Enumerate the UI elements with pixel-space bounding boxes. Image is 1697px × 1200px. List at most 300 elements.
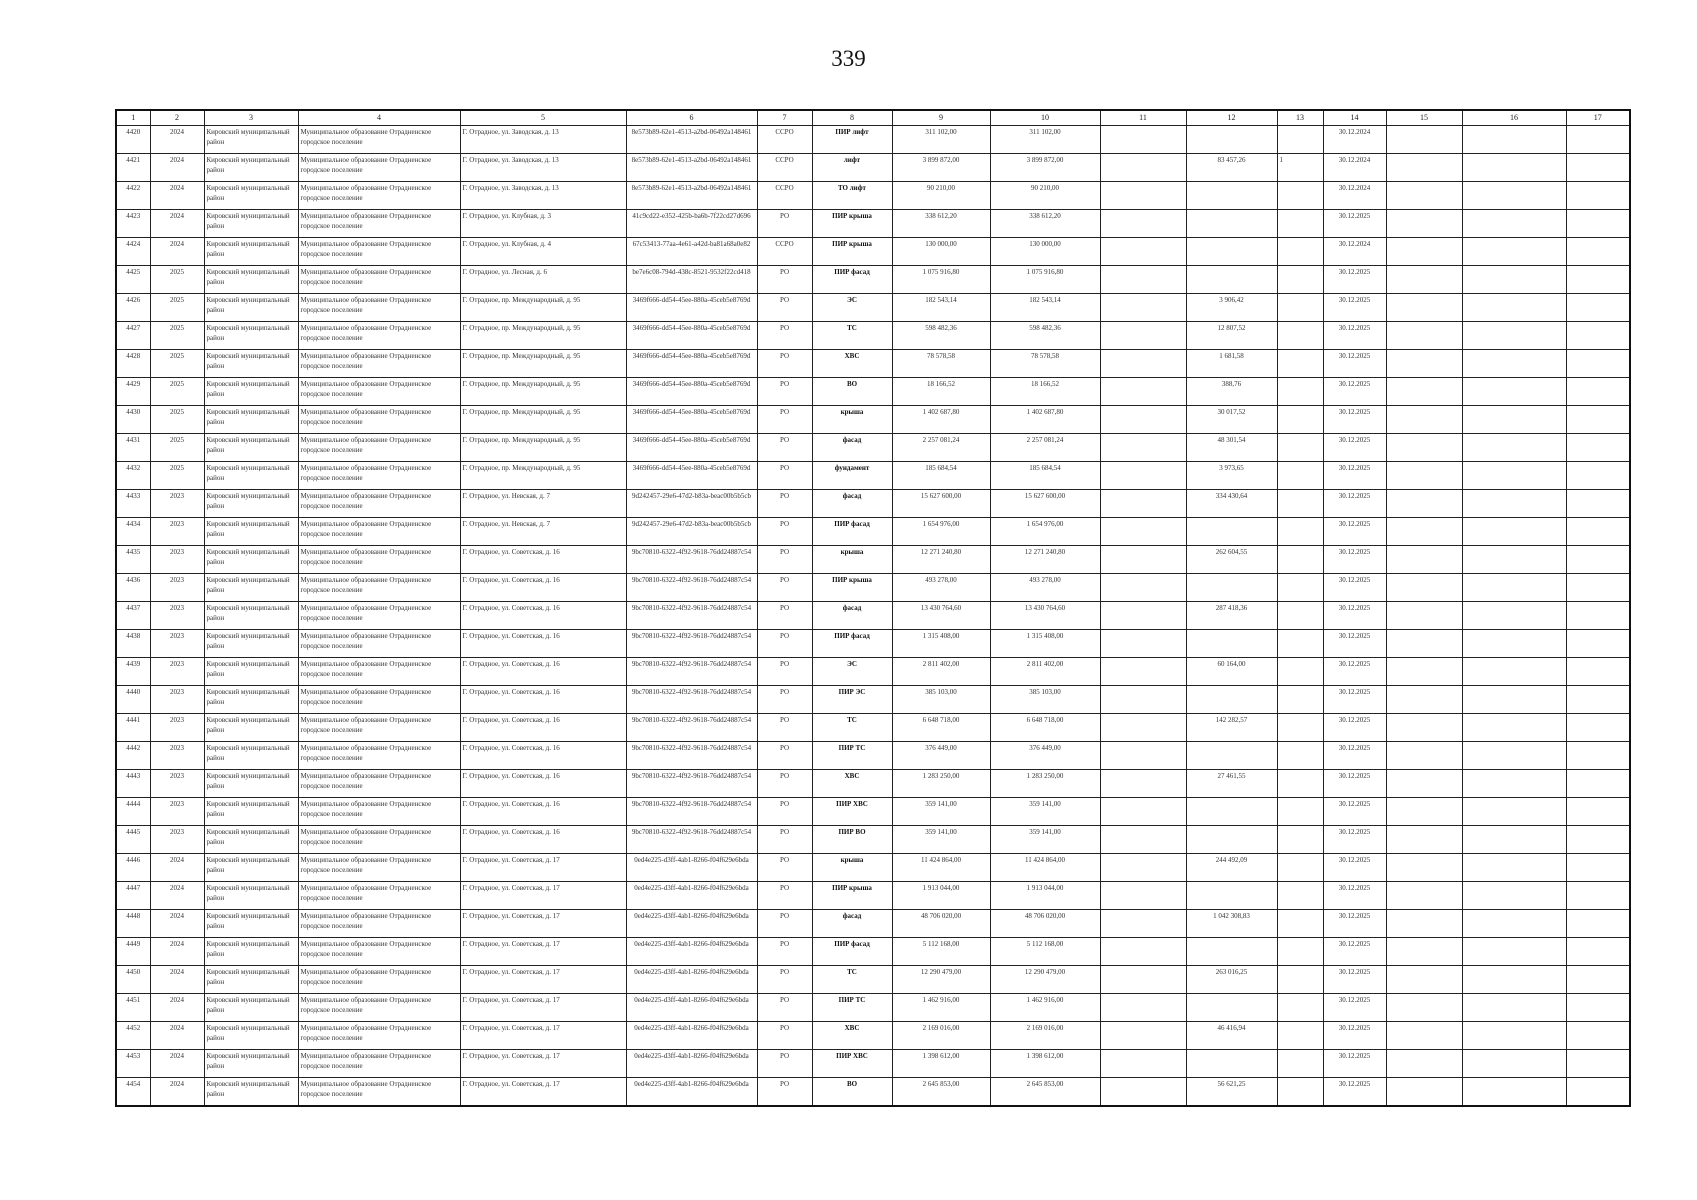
cell-col-11 (1100, 854, 1186, 882)
cell-total-cost: 11 424 864,00 (892, 854, 990, 882)
cell-municipality: Муниципальное образование Отрадненское городское поселение (298, 462, 460, 490)
cell-row-number: 4440 (116, 686, 150, 714)
cell-col-12: 388,76 (1186, 378, 1277, 406)
cell-row-number: 4429 (116, 378, 150, 406)
cell-row-number: 4445 (116, 826, 150, 854)
cell-program-type: РО (757, 322, 812, 350)
cell-completion-date: 30.12.2025 (1323, 826, 1386, 854)
cell-district: Кировский муниципальный район (204, 826, 298, 854)
cell-col-12: 1 681,58 (1186, 350, 1277, 378)
cell-col-16 (1462, 1022, 1566, 1050)
table-row (116, 770, 1630, 798)
cell-year: 2023 (150, 770, 204, 798)
cell-col-17 (1566, 770, 1630, 798)
cell-col-16 (1462, 1078, 1566, 1107)
cell-col-15 (1386, 1022, 1462, 1050)
cell-col-13 (1277, 798, 1323, 826)
cell-col-13 (1277, 406, 1323, 434)
table-row (116, 1078, 1630, 1107)
cell-completion-date: 30.12.2024 (1323, 126, 1386, 154)
cell-col-13 (1277, 546, 1323, 574)
cell-cost-fund: 12 271 240,80 (990, 546, 1100, 574)
cell-col-15 (1386, 882, 1462, 910)
cell-col-11 (1100, 406, 1186, 434)
column-header-8: 8 (812, 110, 892, 126)
cell-program-type: РО (757, 630, 812, 658)
cell-col-12 (1186, 994, 1277, 1022)
cell-col-17 (1566, 742, 1630, 770)
cell-program-type: ССРО (757, 126, 812, 154)
cell-program-type: РО (757, 546, 812, 574)
cell-col-16 (1462, 1050, 1566, 1078)
cell-district: Кировский муниципальный район (204, 742, 298, 770)
cell-row-number: 4423 (116, 210, 150, 238)
cell-year: 2025 (150, 322, 204, 350)
cell-col-15 (1386, 742, 1462, 770)
cell-year: 2023 (150, 714, 204, 742)
cell-col-13 (1277, 882, 1323, 910)
cell-cost-fund: 182 543,14 (990, 294, 1100, 322)
cell-col-16 (1462, 322, 1566, 350)
cell-col-12 (1186, 742, 1277, 770)
column-header-14: 14 (1323, 110, 1386, 126)
cell-district: Кировский муниципальный район (204, 966, 298, 994)
cell-col-13 (1277, 630, 1323, 658)
cell-col-11 (1100, 518, 1186, 546)
cell-work-type: крыша (812, 854, 892, 882)
cell-col-13 (1277, 434, 1323, 462)
cell-col-13 (1277, 350, 1323, 378)
cell-col-17 (1566, 378, 1630, 406)
cell-col-11 (1100, 378, 1186, 406)
cell-col-17 (1566, 238, 1630, 266)
cell-col-12 (1186, 238, 1277, 266)
cell-completion-date: 30.12.2025 (1323, 938, 1386, 966)
cell-row-number: 4447 (116, 882, 150, 910)
cell-total-cost: 376 449,00 (892, 742, 990, 770)
cell-row-number: 4438 (116, 630, 150, 658)
cell-col-11 (1100, 714, 1186, 742)
cell-row-number: 4439 (116, 658, 150, 686)
cell-district: Кировский муниципальный район (204, 798, 298, 826)
cell-col-16 (1462, 602, 1566, 630)
cell-municipality: Муниципальное образование Отрадненское городское поселение (298, 322, 460, 350)
cell-col-16 (1462, 294, 1566, 322)
table-body (116, 126, 1630, 1107)
cell-house-guid: 3469f666-dd54-45ee-880a-45ceb5e8769d (626, 378, 757, 406)
cell-cost-fund: 359 141,00 (990, 826, 1100, 854)
cell-row-number: 4422 (116, 182, 150, 210)
cell-year: 2023 (150, 574, 204, 602)
cell-municipality: Муниципальное образование Отрадненское городское поселение (298, 238, 460, 266)
cell-col-13 (1277, 1078, 1323, 1107)
cell-municipality: Муниципальное образование Отрадненское городское поселение (298, 658, 460, 686)
cell-work-type: ПИР фасад (812, 266, 892, 294)
cell-total-cost: 6 648 718,00 (892, 714, 990, 742)
cell-completion-date: 30.12.2025 (1323, 910, 1386, 938)
cell-cost-fund: 78 578,58 (990, 350, 1100, 378)
cell-address: Г. Отрадное, ул. Советская, д. 17 (460, 910, 626, 938)
cell-house-guid: 0ed4e225-d3ff-4ab1-8266-f04f629e6bda (626, 1022, 757, 1050)
cell-col-11 (1100, 266, 1186, 294)
cell-col-17 (1566, 546, 1630, 574)
cell-district: Кировский муниципальный район (204, 518, 298, 546)
cell-address: Г. Отрадное, ул. Советская, д. 16 (460, 798, 626, 826)
cell-total-cost: 12 290 479,00 (892, 966, 990, 994)
cell-col-15 (1386, 518, 1462, 546)
cell-program-type: ССРО (757, 238, 812, 266)
cell-address: Г. Отрадное, ул. Невская, д. 7 (460, 490, 626, 518)
cell-col-11 (1100, 994, 1186, 1022)
cell-address: Г. Отрадное, ул. Советская, д. 17 (460, 854, 626, 882)
cell-house-guid: 9bc70810-6322-4f92-9618-76dd24887c54 (626, 742, 757, 770)
cell-col-12: 83 457,26 (1186, 154, 1277, 182)
cell-row-number: 4428 (116, 350, 150, 378)
cell-col-15 (1386, 910, 1462, 938)
cell-col-16 (1462, 938, 1566, 966)
cell-municipality: Муниципальное образование Отрадненское городское поселение (298, 910, 460, 938)
cell-total-cost: 78 578,58 (892, 350, 990, 378)
cell-cost-fund: 48 706 020,00 (990, 910, 1100, 938)
cell-total-cost: 48 706 020,00 (892, 910, 990, 938)
cell-cost-fund: 385 103,00 (990, 686, 1100, 714)
cell-cost-fund: 1 315 408,00 (990, 630, 1100, 658)
table-row (116, 882, 1630, 910)
cell-col-13 (1277, 658, 1323, 686)
cell-district: Кировский муниципальный район (204, 546, 298, 574)
cell-completion-date: 30.12.2025 (1323, 378, 1386, 406)
cell-col-13 (1277, 910, 1323, 938)
cell-district: Кировский муниципальный район (204, 1022, 298, 1050)
cell-municipality: Муниципальное образование Отрадненское городское поселение (298, 182, 460, 210)
cell-completion-date: 30.12.2025 (1323, 266, 1386, 294)
cell-col-11 (1100, 966, 1186, 994)
table-header-row (116, 110, 1630, 126)
cell-row-number: 4437 (116, 602, 150, 630)
cell-col-17 (1566, 210, 1630, 238)
cell-completion-date: 30.12.2025 (1323, 574, 1386, 602)
cell-cost-fund: 598 482,36 (990, 322, 1100, 350)
cell-district: Кировский муниципальный район (204, 434, 298, 462)
cell-col-15 (1386, 658, 1462, 686)
cell-col-15 (1386, 434, 1462, 462)
cell-year: 2023 (150, 518, 204, 546)
cell-work-type: ПИР фасад (812, 630, 892, 658)
cell-municipality: Муниципальное образование Отрадненское городское поселение (298, 1050, 460, 1078)
cell-address: Г. Отрадное, пр. Международный, д. 95 (460, 294, 626, 322)
cell-total-cost: 338 612,20 (892, 210, 990, 238)
cell-municipality: Муниципальное образование Отрадненское городское поселение (298, 574, 460, 602)
cell-program-type: РО (757, 882, 812, 910)
cell-house-guid: 3469f666-dd54-45ee-880a-45ceb5e8769d (626, 322, 757, 350)
cell-house-guid: 0ed4e225-d3ff-4ab1-8266-f04f629e6bda (626, 854, 757, 882)
cell-work-type: ЭС (812, 658, 892, 686)
table-row (116, 910, 1630, 938)
cell-col-12: 142 282,57 (1186, 714, 1277, 742)
cell-program-type: РО (757, 910, 812, 938)
cell-municipality: Муниципальное образование Отрадненское городское поселение (298, 210, 460, 238)
cell-col-11 (1100, 826, 1186, 854)
cell-year: 2023 (150, 546, 204, 574)
cell-year: 2025 (150, 378, 204, 406)
cell-completion-date: 30.12.2025 (1323, 1022, 1386, 1050)
cell-house-guid: 0ed4e225-d3ff-4ab1-8266-f04f629e6bda (626, 1050, 757, 1078)
cell-program-type: РО (757, 350, 812, 378)
cell-address: Г. Отрадное, ул. Советская, д. 16 (460, 770, 626, 798)
cell-col-17 (1566, 686, 1630, 714)
cell-total-cost: 2 645 853,00 (892, 1078, 990, 1107)
cell-work-type: ТС (812, 714, 892, 742)
cell-col-11 (1100, 602, 1186, 630)
cell-district: Кировский муниципальный район (204, 854, 298, 882)
cell-row-number: 4450 (116, 966, 150, 994)
cell-municipality: Муниципальное образование Отрадненское городское поселение (298, 798, 460, 826)
cell-year: 2023 (150, 798, 204, 826)
cell-house-guid: 67c53413-77aa-4e61-a42d-ba81a68a0e82 (626, 238, 757, 266)
cell-district: Кировский муниципальный район (204, 714, 298, 742)
cell-col-13 (1277, 518, 1323, 546)
cell-col-17 (1566, 882, 1630, 910)
cell-col-13 (1277, 1050, 1323, 1078)
column-header-15: 15 (1386, 110, 1462, 126)
cell-district: Кировский муниципальный район (204, 322, 298, 350)
cell-work-type: ЭС (812, 294, 892, 322)
cell-completion-date: 30.12.2025 (1323, 322, 1386, 350)
cell-completion-date: 30.12.2025 (1323, 742, 1386, 770)
cell-col-11 (1100, 686, 1186, 714)
cell-col-12 (1186, 266, 1277, 294)
column-header-2: 2 (150, 110, 204, 126)
cell-col-13 (1277, 210, 1323, 238)
cell-cost-fund: 1 075 916,80 (990, 266, 1100, 294)
cell-municipality: Муниципальное образование Отрадненское городское поселение (298, 126, 460, 154)
cell-year: 2025 (150, 266, 204, 294)
column-header-6: 6 (626, 110, 757, 126)
cell-work-type: ПИР ТС (812, 994, 892, 1022)
cell-col-17 (1566, 434, 1630, 462)
cell-col-17 (1566, 798, 1630, 826)
cell-municipality: Муниципальное образование Отрадненское городское поселение (298, 994, 460, 1022)
cell-address: Г. Отрадное, ул. Советская, д. 16 (460, 630, 626, 658)
cell-col-16 (1462, 630, 1566, 658)
cell-cost-fund: 3 899 872,00 (990, 154, 1100, 182)
cell-program-type: ССРО (757, 154, 812, 182)
cell-cost-fund: 90 210,00 (990, 182, 1100, 210)
cell-program-type: РО (757, 966, 812, 994)
cell-col-15 (1386, 546, 1462, 574)
cell-completion-date: 30.12.2025 (1323, 994, 1386, 1022)
cell-district: Кировский муниципальный район (204, 350, 298, 378)
cell-cost-fund: 13 430 764,60 (990, 602, 1100, 630)
cell-cost-fund: 11 424 864,00 (990, 854, 1100, 882)
cell-program-type: РО (757, 574, 812, 602)
cell-total-cost: 359 141,00 (892, 826, 990, 854)
column-header-11: 11 (1100, 110, 1186, 126)
cell-district: Кировский муниципальный район (204, 574, 298, 602)
cell-house-guid: be7e6c08-794d-438c-8521-9532f22cd418 (626, 266, 757, 294)
cell-col-13 (1277, 126, 1323, 154)
cell-col-12 (1186, 518, 1277, 546)
cell-col-17 (1566, 322, 1630, 350)
cell-total-cost: 3 899 872,00 (892, 154, 990, 182)
cell-address: Г. Отрадное, пр. Международный, д. 95 (460, 378, 626, 406)
cell-col-12 (1186, 630, 1277, 658)
cell-col-12: 3 973,65 (1186, 462, 1277, 490)
cell-district: Кировский муниципальный район (204, 1050, 298, 1078)
cell-col-12: 334 430,64 (1186, 490, 1277, 518)
cell-house-guid: 3469f666-dd54-45ee-880a-45ceb5e8769d (626, 294, 757, 322)
cell-municipality: Муниципальное образование Отрадненское городское поселение (298, 518, 460, 546)
cell-district: Кировский муниципальный район (204, 686, 298, 714)
cell-municipality: Муниципальное образование Отрадненское городское поселение (298, 826, 460, 854)
cell-completion-date: 30.12.2025 (1323, 1078, 1386, 1107)
cell-total-cost: 130 000,00 (892, 238, 990, 266)
cell-address: Г. Отрадное, ул. Советская, д. 17 (460, 938, 626, 966)
cell-municipality: Муниципальное образование Отрадненское городское поселение (298, 966, 460, 994)
cell-program-type: РО (757, 1022, 812, 1050)
cell-work-type: фасад (812, 602, 892, 630)
cell-completion-date: 30.12.2025 (1323, 294, 1386, 322)
cell-district: Кировский муниципальный район (204, 406, 298, 434)
cell-cost-fund: 2 811 402,00 (990, 658, 1100, 686)
cell-col-15 (1386, 238, 1462, 266)
table-row (116, 238, 1630, 266)
cell-house-guid: 3469f666-dd54-45ee-880a-45ceb5e8769d (626, 350, 757, 378)
cell-completion-date: 30.12.2024 (1323, 182, 1386, 210)
cell-municipality: Муниципальное образование Отрадненское городское поселение (298, 350, 460, 378)
cell-program-type: РО (757, 462, 812, 490)
cell-municipality: Муниципальное образование Отрадненское городское поселение (298, 154, 460, 182)
cell-address: Г. Отрадное, ул. Советская, д. 17 (460, 994, 626, 1022)
cell-cost-fund: 493 278,00 (990, 574, 1100, 602)
cell-municipality: Муниципальное образование Отрадненское городское поселение (298, 1078, 460, 1107)
cell-work-type: крыша (812, 406, 892, 434)
cell-municipality: Муниципальное образование Отрадненское городское поселение (298, 602, 460, 630)
cell-year: 2024 (150, 126, 204, 154)
cell-program-type: РО (757, 826, 812, 854)
table-row (116, 182, 1630, 210)
cell-address: Г. Отрадное, ул. Советская, д. 17 (460, 1078, 626, 1107)
cell-row-number: 4442 (116, 742, 150, 770)
cell-col-13 (1277, 266, 1323, 294)
cell-col-13 (1277, 854, 1323, 882)
cell-address: Г. Отрадное, ул. Заводская, д. 13 (460, 126, 626, 154)
cell-district: Кировский муниципальный район (204, 602, 298, 630)
cell-row-number: 4430 (116, 406, 150, 434)
cell-district: Кировский муниципальный район (204, 462, 298, 490)
cell-col-15 (1386, 462, 1462, 490)
table-row (116, 266, 1630, 294)
cell-col-13 (1277, 322, 1323, 350)
cell-col-15 (1386, 686, 1462, 714)
cell-col-17 (1566, 938, 1630, 966)
cell-col-15 (1386, 182, 1462, 210)
cell-house-guid: 0ed4e225-d3ff-4ab1-8266-f04f629e6bda (626, 1078, 757, 1107)
cell-col-12: 60 164,00 (1186, 658, 1277, 686)
cell-address: Г. Отрадное, ул. Заводская, д. 13 (460, 154, 626, 182)
cell-col-13 (1277, 714, 1323, 742)
cell-work-type: крыша (812, 546, 892, 574)
cell-completion-date: 30.12.2025 (1323, 686, 1386, 714)
cell-col-11 (1100, 350, 1186, 378)
cell-col-17 (1566, 910, 1630, 938)
cell-col-17 (1566, 966, 1630, 994)
cell-municipality: Муниципальное образование Отрадненское городское поселение (298, 882, 460, 910)
cell-total-cost: 493 278,00 (892, 574, 990, 602)
cell-year: 2023 (150, 490, 204, 518)
cell-municipality: Муниципальное образование Отрадненское городское поселение (298, 434, 460, 462)
cell-col-15 (1386, 350, 1462, 378)
cell-col-12 (1186, 182, 1277, 210)
cell-district: Кировский муниципальный район (204, 994, 298, 1022)
cell-total-cost: 1 654 976,00 (892, 518, 990, 546)
cell-address: Г. Отрадное, ул. Советская, д. 16 (460, 546, 626, 574)
cell-col-15 (1386, 154, 1462, 182)
table-row (116, 378, 1630, 406)
cell-address: Г. Отрадное, пр. Международный, д. 95 (460, 406, 626, 434)
page-number: 339 (831, 46, 866, 71)
cell-col-12: 244 492,09 (1186, 854, 1277, 882)
cell-col-11 (1100, 434, 1186, 462)
cell-col-16 (1462, 882, 1566, 910)
cell-cost-fund: 376 449,00 (990, 742, 1100, 770)
cell-col-15 (1386, 210, 1462, 238)
cell-work-type: ПИР лифт (812, 126, 892, 154)
cell-house-guid: 9bc70810-6322-4f92-9618-76dd24887c54 (626, 714, 757, 742)
cell-col-17 (1566, 854, 1630, 882)
cell-municipality: Муниципальное образование Отрадненское городское поселение (298, 546, 460, 574)
cell-col-17 (1566, 518, 1630, 546)
cell-col-11 (1100, 322, 1186, 350)
cell-district: Кировский муниципальный район (204, 910, 298, 938)
table-row (116, 434, 1630, 462)
cell-program-type: РО (757, 770, 812, 798)
cell-address: Г. Отрадное, ул. Клубная, д. 3 (460, 210, 626, 238)
cell-col-13: 1 (1277, 154, 1323, 182)
cell-address: Г. Отрадное, ул. Советская, д. 17 (460, 1050, 626, 1078)
table-row (116, 546, 1630, 574)
cell-house-guid: 9bc70810-6322-4f92-9618-76dd24887c54 (626, 574, 757, 602)
cell-work-type: ПИР крыша (812, 574, 892, 602)
cell-program-type: РО (757, 798, 812, 826)
cell-col-16 (1462, 350, 1566, 378)
cell-completion-date: 30.12.2025 (1323, 658, 1386, 686)
cell-municipality: Муниципальное образование Отрадненское городское поселение (298, 938, 460, 966)
cell-col-15 (1386, 798, 1462, 826)
cell-completion-date: 30.12.2025 (1323, 882, 1386, 910)
cell-cost-fund: 1 462 916,00 (990, 994, 1100, 1022)
cell-year: 2025 (150, 406, 204, 434)
cell-year: 2023 (150, 686, 204, 714)
cell-row-number: 4434 (116, 518, 150, 546)
cell-cost-fund: 311 102,00 (990, 126, 1100, 154)
cell-col-17 (1566, 714, 1630, 742)
cell-house-guid: 0ed4e225-d3ff-4ab1-8266-f04f629e6bda (626, 994, 757, 1022)
cell-house-guid: 0ed4e225-d3ff-4ab1-8266-f04f629e6bda (626, 910, 757, 938)
cell-total-cost: 5 112 168,00 (892, 938, 990, 966)
cell-col-15 (1386, 826, 1462, 854)
table-row (116, 210, 1630, 238)
cell-row-number: 4432 (116, 462, 150, 490)
column-header-3: 3 (204, 110, 298, 126)
cell-col-17 (1566, 1050, 1630, 1078)
cell-total-cost: 1 402 687,80 (892, 406, 990, 434)
cell-col-16 (1462, 126, 1566, 154)
cell-house-guid: 9bc70810-6322-4f92-9618-76dd24887c54 (626, 630, 757, 658)
cell-house-guid: 3469f666-dd54-45ee-880a-45ceb5e8769d (626, 406, 757, 434)
cell-house-guid: 0ed4e225-d3ff-4ab1-8266-f04f629e6bda (626, 966, 757, 994)
cell-house-guid: 41c9cd22-e352-425b-ba6b-7f22cd27d696 (626, 210, 757, 238)
